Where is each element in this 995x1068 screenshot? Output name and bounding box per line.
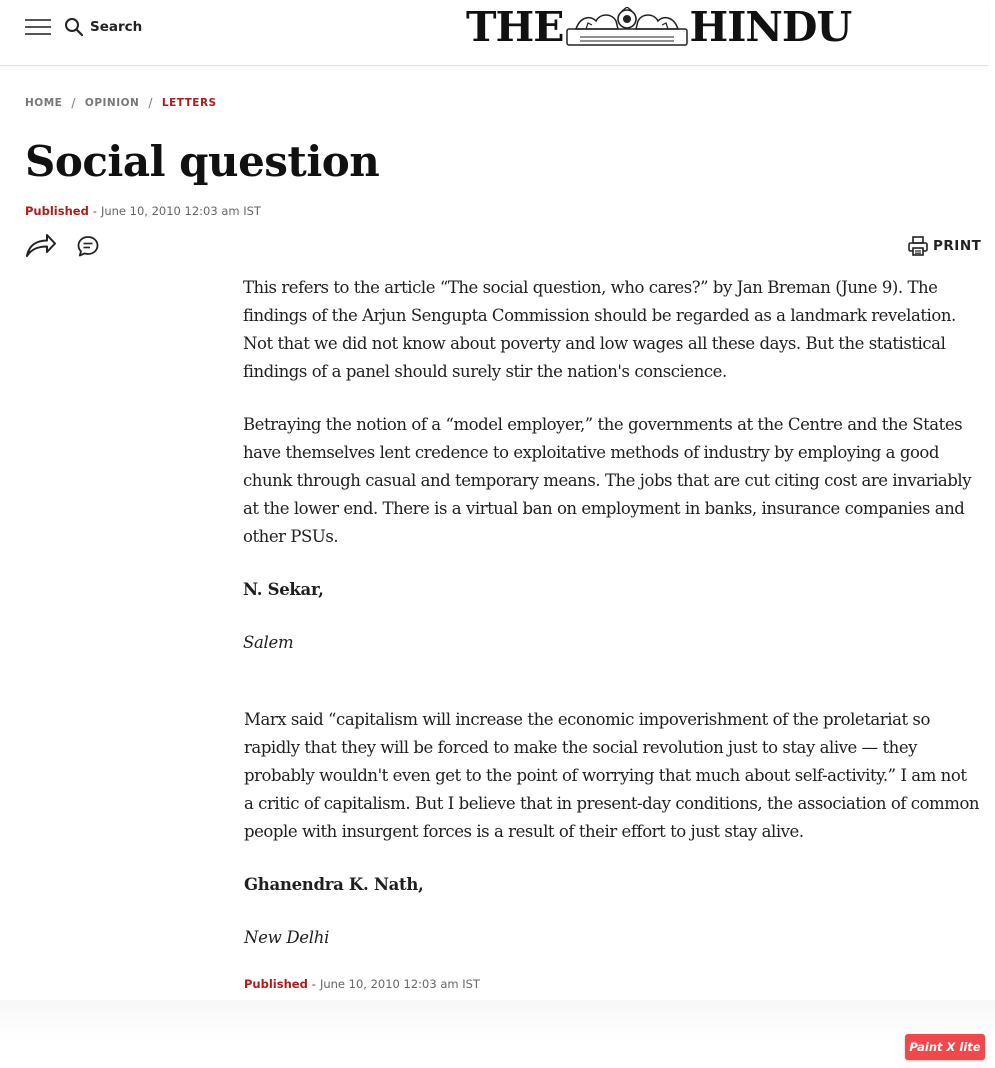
letter-2-place: New Delhi <box>244 928 330 947</box>
letter-1-author: N. Sekar, <box>243 580 324 599</box>
published-date: June 10, 2010 12:03 am IST <box>100 204 261 218</box>
letter-1-place: Salem <box>243 633 294 652</box>
comment-icon[interactable] <box>76 234 100 258</box>
share-icon[interactable] <box>25 232 57 258</box>
top-navigation-bar <box>0 0 988 66</box>
the-hindu-logo[interactable] <box>466 3 858 51</box>
breadcrumb-separator: / <box>148 96 153 110</box>
published-date: June 10, 2010 12:03 am IST <box>319 977 480 991</box>
breadcrumb-home[interactable]: HOME <box>25 97 63 109</box>
published-line-bottom <box>244 977 480 991</box>
published-dash: - <box>311 977 316 991</box>
logo-word-the: THE <box>466 3 564 51</box>
page-title: Social question <box>25 137 380 186</box>
letter-1-paragraph-1: This refers to the article “The social question, who cares?” by Jan Breman (June 9). The findings of the Arjun Sengupta Commission should be regarded as a landmark revelation. Not that we did not know about poverty and low wages all these days. But the statistical findings of a panel should surely stir the nation's conscience. <box>243 278 956 381</box>
published-dash: - <box>92 204 97 218</box>
published-label: Published <box>25 204 89 218</box>
breadcrumb-separator: / <box>71 96 76 110</box>
search-label: Search <box>90 19 143 35</box>
letter-2-author: Ghanendra K. Nath, <box>244 875 424 894</box>
search-icon <box>64 17 84 37</box>
breadcrumb <box>25 96 217 110</box>
breadcrumb-opinion[interactable]: OPINION <box>84 97 140 109</box>
hamburger-menu-icon[interactable] <box>25 19 51 35</box>
letter-1-paragraph-2: Betraying the notion of a “model employer,” the governments at the Centre and the States have themselves lent credence to exploitative methods of industry by employing a good chunk through casual and temporary means. The jobs that are cut citing cost are invariably at the lower end. There is a virtual ban on employment in banks, insurance companies and other PSUs. <box>243 415 972 546</box>
logo-word-hindu: HINDU <box>689 3 852 51</box>
published-label: Published <box>244 977 308 991</box>
printer-icon <box>907 235 929 257</box>
search-button[interactable] <box>64 16 142 38</box>
bottom-fade-divider <box>0 1000 995 1068</box>
letter-2-paragraph-1: Marx said “capitalism will increase the economic impoverishment of the proletariat so rapidly that they will be forced to make the social revolution just to stay alive — they probably wouldn't even get to the point of worrying that much about self-activity.” I am not a critic of capitalism. But I believe that in present-day conditions, the association of common people with insurgent forces is a result of their effort to just stay alive. <box>244 710 980 841</box>
breadcrumb-letters[interactable]: LETTERS <box>161 97 217 109</box>
emblem-icon <box>566 7 688 47</box>
paint-x-lite-badge[interactable]: Paint X lite <box>905 1034 985 1060</box>
print-label: PRINT <box>933 238 982 254</box>
print-button[interactable] <box>907 235 981 257</box>
published-line-top <box>25 204 261 218</box>
